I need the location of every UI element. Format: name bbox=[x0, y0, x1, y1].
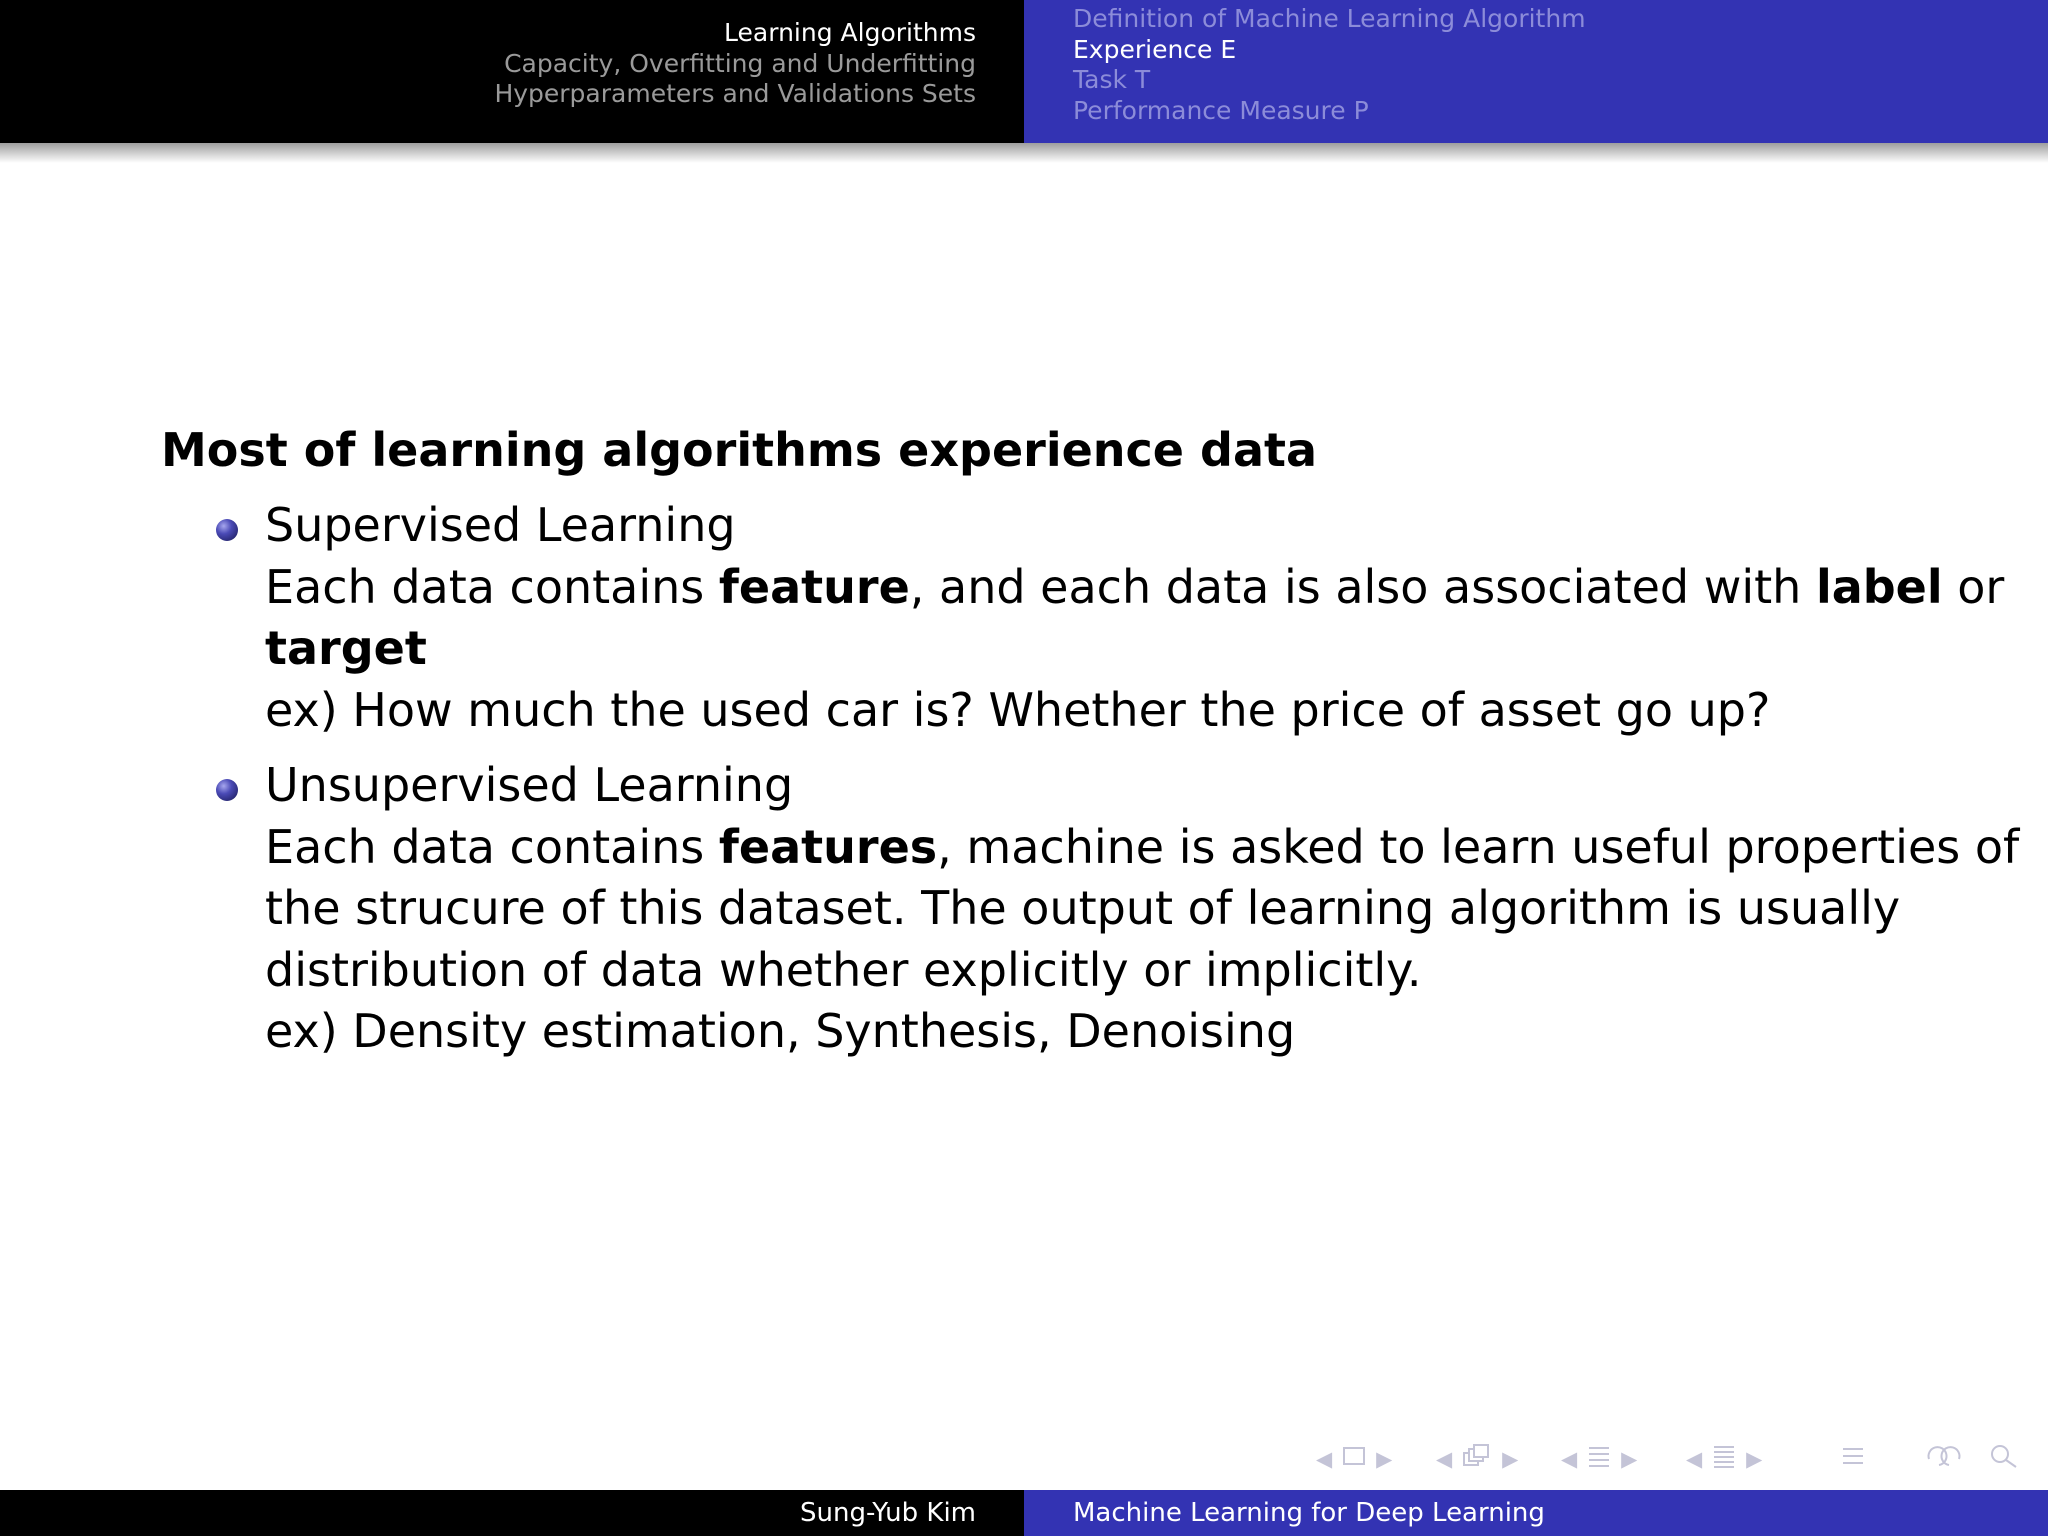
item-description-line: the strucure of this dataset. The output of learning algorithm is usually bbox=[265, 881, 1901, 935]
slide-header bbox=[0, 0, 2048, 143]
section-link-learning-algorithms[interactable]: Learning Algorithms bbox=[724, 18, 976, 47]
slide-footer bbox=[0, 1490, 2048, 1536]
header-shadow bbox=[0, 143, 2048, 163]
frame-navigation bbox=[1316, 1446, 1392, 1472]
slide-content bbox=[161, 420, 2020, 1077]
arrow-right-icon[interactable]: ▶ bbox=[1746, 1447, 1763, 1471]
item-description-line bbox=[265, 817, 2020, 879]
document-icon[interactable] bbox=[1712, 1444, 1736, 1474]
keyword-target: target bbox=[265, 621, 427, 675]
section-link-capacity[interactable]: Capacity, Overfitting and Underfitting bbox=[504, 48, 976, 78]
search-back-symbols bbox=[1925, 1446, 2019, 1472]
subsection-icon[interactable] bbox=[1462, 1444, 1492, 1474]
text-run: or bbox=[1942, 559, 2005, 614]
search-icon[interactable] bbox=[1989, 1443, 2019, 1475]
align-symbol bbox=[1841, 1446, 1865, 1472]
item-title: Unsupervised Learning bbox=[265, 758, 794, 812]
item-example: ex) How much the used car is? Whether the price of asset go up? bbox=[265, 682, 1771, 737]
item-description-line bbox=[265, 557, 2005, 619]
back-icon[interactable] bbox=[1925, 1443, 1985, 1475]
item-description-line: distribution of data whether explicitly or implicitly. bbox=[265, 942, 1422, 997]
subsection-navigation-symbols bbox=[1436, 1446, 1518, 1472]
bullet-icon bbox=[216, 519, 238, 541]
section-icon[interactable] bbox=[1587, 1444, 1611, 1474]
list-item-supervised bbox=[161, 495, 2005, 741]
bullet-icon bbox=[216, 779, 238, 801]
document-navigation-symbols bbox=[1686, 1446, 1762, 1472]
section-navigation bbox=[0, 0, 1024, 143]
item-description-line bbox=[265, 618, 1901, 680]
subsection-link-task[interactable]: Task T bbox=[1073, 65, 1151, 94]
footer-author: Sung-Yub Kim bbox=[0, 1490, 1024, 1536]
keyword-features: features bbox=[718, 819, 938, 874]
text-run: Each data contains bbox=[265, 819, 719, 874]
item-example: ex) Density estimation, Synthesis, Denoising bbox=[265, 1004, 1296, 1058]
subsection-link-definition[interactable]: Definition of Machine Learning Algorithm bbox=[1073, 4, 1586, 33]
arrow-right-icon[interactable]: ▶ bbox=[1502, 1447, 1519, 1471]
subsection-link-experience[interactable]: Experience E bbox=[1073, 34, 1237, 64]
arrow-right-icon[interactable]: ▶ bbox=[1376, 1447, 1393, 1471]
subsection-link-performance[interactable]: Performance Measure P bbox=[1073, 95, 1369, 125]
align-icon[interactable] bbox=[1841, 1444, 1865, 1474]
item-title: Supervised Learning bbox=[265, 498, 736, 552]
arrow-right-icon[interactable]: ▶ bbox=[1621, 1447, 1638, 1471]
keyword-feature: feature bbox=[718, 559, 910, 614]
text-run: , machine is asked to learn useful properties of bbox=[937, 819, 2020, 874]
section-link-hyperparameters[interactable]: Hyperparameters and Validations Sets bbox=[494, 79, 976, 108]
footer-title: Machine Learning for Deep Learning bbox=[1024, 1490, 2048, 1536]
text-run: , and each data is also associated with bbox=[909, 559, 1816, 614]
subsection-navigation bbox=[1024, 0, 2048, 143]
text-run: Each data contains bbox=[265, 559, 719, 614]
frame-icon[interactable] bbox=[1342, 1446, 1366, 1472]
arrow-left-icon[interactable]: ◀ bbox=[1316, 1447, 1333, 1471]
section-navigation-symbols bbox=[1561, 1446, 1637, 1472]
slide-heading: Most of learning algorithms experience data bbox=[161, 423, 1318, 477]
arrow-left-icon[interactable]: ◀ bbox=[1686, 1447, 1703, 1471]
arrow-left-icon[interactable]: ◀ bbox=[1561, 1447, 1578, 1471]
keyword-label: label bbox=[1815, 559, 1943, 614]
list-item-unsupervised bbox=[161, 755, 2020, 1063]
arrow-left-icon[interactable]: ◀ bbox=[1436, 1447, 1453, 1471]
